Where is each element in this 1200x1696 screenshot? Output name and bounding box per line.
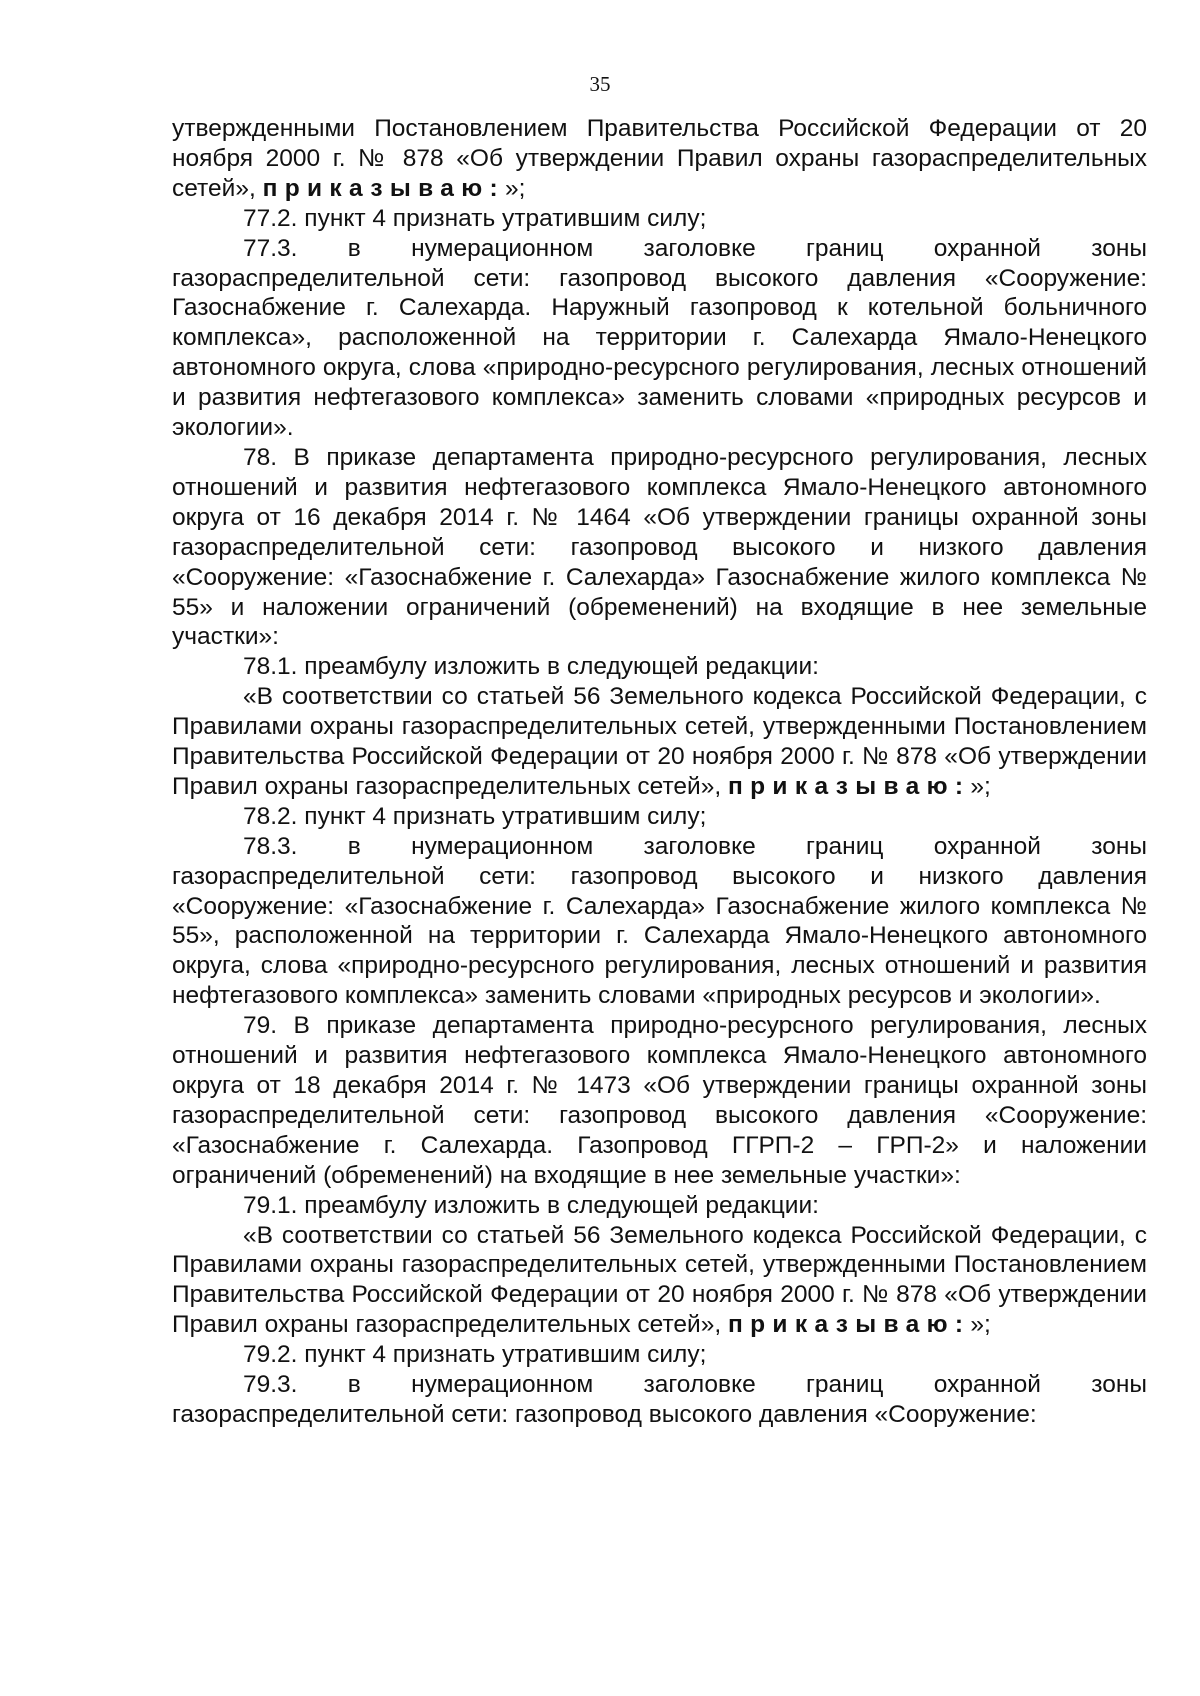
paragraph-77-3: 77.3. в нумерационном заголовке границ охранной зоны газораспределительной сети: газопровод высокого давления «Сооружение: Газоснабжение г. Салехарда. Наружный газопровод к котельной больничного комплекса», расположенной на территории г. Салехарда Ямало-Ненецкого автономного округа, слова «природно-ресурсного регулирования, лесных отношений и развития нефтегазового комплекса» заменить словами «природных ресурсов и экологии». bbox=[172, 234, 1147, 442]
page-number: 35 bbox=[589, 72, 611, 96]
paragraph-78-1: 78.1. преамбулу изложить в следующей редакции: bbox=[243, 653, 819, 681]
bold-directive: приказываю: bbox=[262, 174, 505, 202]
paragraph-78-3: 78.3. в нумерационном заголовке границ охранной зоны газораспределительной сети: газопровод высокого и низкого давления «Сооружение: «Газоснабжение г. Салехарда» Газоснабжение жилого комплекса № 55», расположенной на территории г. Салехарда Ямало-Ненецкого автономного округа, слова «природно-ресурсного регулирования, лесных отношений и развития нефтегазового комплекса» заменить словами «природных ресурсов и экологии». bbox=[172, 832, 1147, 1010]
paragraph-79-2: 79.2. пункт 4 признать утратившим силу; bbox=[243, 1341, 707, 1369]
paragraph-78: 78. В приказе департамента природно-ресурсного регулирования, лесных отношений и развития нефтегазового комплекса Ямало-Ненецкого автономного округа от 16 декабря 2014 г. № 1464 «Об утверждении границы охранной зоны газораспределительной сети: газопровод высокого и низкого давления «Сооружение: «Газоснабжение г. Салехарда» Газоснабжение жилого комплекса № 55» и наложении ограничений (обременений) на входящие в нее земельные участки»: bbox=[172, 443, 1147, 651]
paragraph-ending: »; bbox=[970, 772, 991, 800]
paragraph-ending: »; bbox=[504, 174, 526, 202]
paragraph-77-1-tail bbox=[172, 114, 1147, 204]
paragraph-text: «В соответствии со статьей 56 Земельного кодекса Российской Федерации, с Правилами охраны газораспределительных сетей, утвержденными Постановлением Правительства Российской Федерации от 20 ноября 2000 г. № 878 «Об утверждении Правил охраны газораспределительных сетей», bbox=[172, 683, 1147, 800]
paragraph-78-2: 78.2. пункт 4 признать утратившим силу; bbox=[243, 802, 707, 830]
document-body bbox=[172, 114, 1147, 1430]
paragraph-79-3: 79.3. в нумерационном заголовке границ охранной зоны газораспределительной сети: газопровод высокого давления «Сооружение: bbox=[172, 1371, 1147, 1428]
paragraph-79-1: 79.1. преамбулу изложить в следующей редакции: bbox=[243, 1191, 819, 1219]
paragraph-text: «В соответствии со статьей 56 Земельного кодекса Российской Федерации, с Правилами охраны газораспределительных сетей, утвержденными Постановлением Правительства Российской Федерации от 20 ноября 2000 г. № 878 «Об утверждении Правил охраны газораспределительных сетей», bbox=[172, 1221, 1147, 1339]
bold-directive: приказываю: bbox=[727, 1311, 971, 1339]
paragraph-ending: »; bbox=[970, 1311, 991, 1339]
paragraph-79: 79. В приказе департамента природно-ресурсного регулирования, лесных отношений и развития нефтегазового комплекса Ямало-Ненецкого автономного округа от 18 декабря 2014 г. № 1473 «Об утверждении границы охранной зоны газораспределительной сети: газопровод высокого давления «Сооружение: «Газоснабжение г. Салехарда. Газопровод ГГРП-2 – ГРП-2» и наложении ограничений (обременений) на входящие в нее земельные участки»: bbox=[172, 1012, 1147, 1189]
bold-directive: приказываю: bbox=[727, 772, 971, 800]
paragraph-77-2: 77.2. пункт 4 признать утратившим силу; bbox=[243, 204, 707, 232]
paragraph-78-1-quote bbox=[172, 682, 1147, 802]
paragraph-79-1-quote bbox=[172, 1221, 1147, 1341]
paragraph-text: утвержденными Постановлением Правительства Российской Федерации от 20 ноября 2000 г. № 878 «Об утверждении Правил охраны газораспределительных сетей», bbox=[172, 115, 1147, 202]
